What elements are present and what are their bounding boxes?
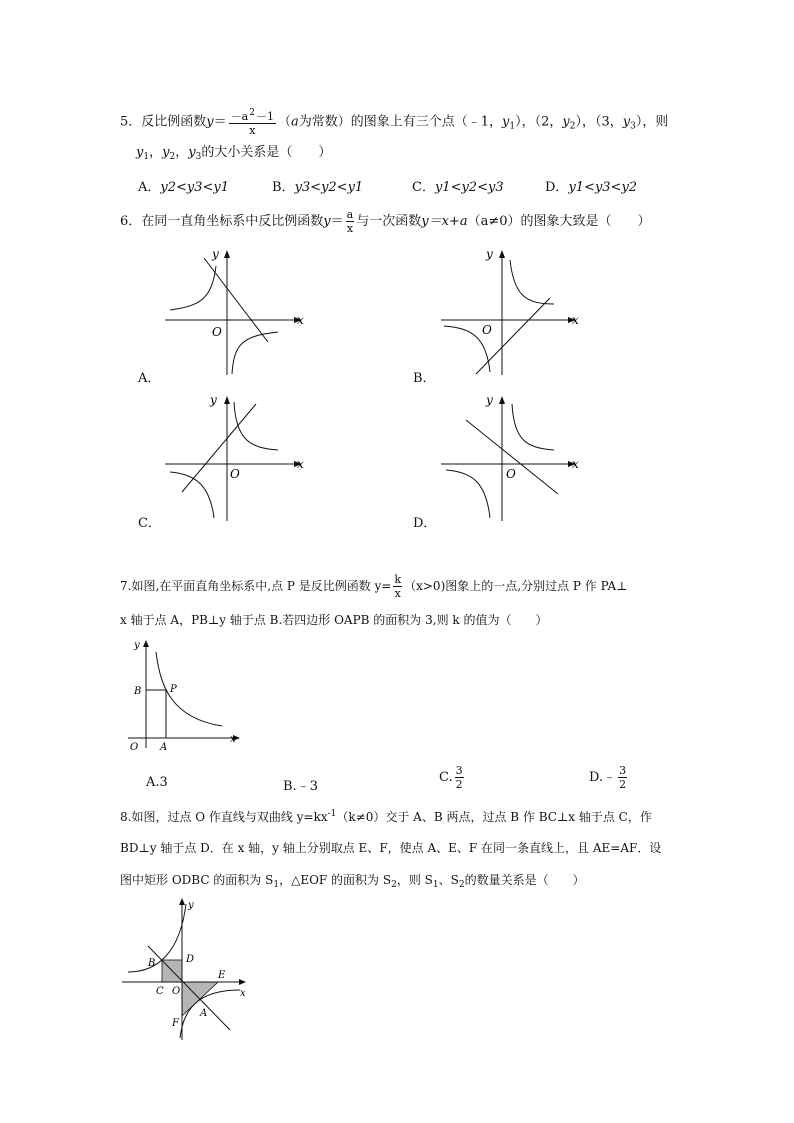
- svg-text:y: y: [210, 393, 217, 407]
- q6-label-d[interactable]: D．: [413, 516, 437, 531]
- svg-text:x: x: [297, 457, 304, 471]
- q6-graph-d[interactable]: [436, 390, 586, 522]
- svg-text:D: D: [186, 954, 195, 965]
- q7-option-b[interactable]: B.﹣3: [283, 779, 318, 794]
- svg-text:A: A: [160, 742, 168, 753]
- q5-number: 5．: [120, 114, 142, 130]
- svg-text:O: O: [482, 323, 492, 337]
- svg-text:y: y: [188, 900, 194, 911]
- q7-line2: x 轴于点 A，PB⊥y 轴于点 B.若四边形 OAPB 的面积为 3,则 k 的值为（ ）: [120, 613, 548, 627]
- q8-line1: 8.如图，过点 O 作直线与双曲线 $y=kx^{-1}(k\ne 0)$交于 A、B 两点，过点 B 作 BC⊥x 轴于点 C，作: [120, 809, 652, 824]
- svg-text:O: O: [130, 742, 139, 753]
- svg-text:O: O: [230, 467, 240, 481]
- q8-line3: 图中矩形 ODBC 的面积为 $S_1$，△EOF 的面积为 $S_2$，则 $S_1$、$S_2$的数量关系是（ ）: [120, 873, 585, 890]
- q5-option-c[interactable]: C．y1<y2<y3: [412, 180, 504, 195]
- svg-text:y: y: [134, 640, 140, 651]
- q8-line2: BD⊥y 轴于点 D．在 x 轴，y 轴上分别取点 E、F，使点 A、E、F 在同一条直线上，且 AE=AF．设: [120, 841, 662, 855]
- q6-a-origin: O: [212, 325, 222, 339]
- q5-option-a-text: y2<y3<y1: [160, 180, 230, 195]
- q5-line1: 5．反比例函数y＝ $\frac{-a^2-1}{x}$ （a为常数）的图象上有三个点（﹣1，$y_1$），（2，$y_2$），（3，$y_3$），则: [120, 108, 669, 137]
- svg-text:x: x: [572, 313, 579, 327]
- q7-option-d[interactable]: D.﹣ $\frac{3}{2}$: [589, 764, 627, 791]
- q7-option-a[interactable]: A.3: [146, 775, 168, 790]
- svg-text:B: B: [134, 686, 142, 697]
- svg-text:O: O: [506, 467, 516, 481]
- svg-text:x: x: [572, 457, 579, 471]
- svg-text:E: E: [218, 970, 226, 981]
- q6-stem: 6．在同一直角坐标系中反比例函数y＝ $\frac{a}{x}$ 与一次函数y＝x+a（a≠0）的图象大致是（ ）: [120, 208, 651, 235]
- svg-text:y: y: [486, 247, 493, 261]
- q6-label-a[interactable]: A．: [138, 371, 161, 386]
- q8-figure: [118, 892, 254, 1042]
- svg-text:x: x: [297, 313, 304, 327]
- q7-line1: 7.如图,在平面直角坐标系中,点 P 是反比例函数 y= $\frac{k}{x}$ （x>0)图象上的一点,分别过点 P 作 PA⊥: [120, 573, 628, 600]
- svg-text:B: B: [148, 958, 156, 969]
- q5-option-b[interactable]: B．y3<y2<y1: [272, 180, 364, 195]
- svg-text:A: A: [200, 1008, 208, 1019]
- svg-text:O: O: [172, 986, 181, 997]
- q5-option-d[interactable]: D．y1<y3<y2: [545, 180, 638, 195]
- q5-line2: $y_1$，$y_2$，$y_3$的大小关系是（ ）: [136, 145, 332, 162]
- svg-text:F: F: [172, 1018, 179, 1029]
- svg-text:x: x: [240, 988, 246, 999]
- q6-graph-a[interactable]: [160, 244, 310, 376]
- svg-text:P: P: [170, 684, 177, 695]
- q5-fraction: $\frac{-a^2-1}{x}$: [230, 108, 274, 137]
- q6-graph-b[interactable]: [436, 244, 586, 376]
- svg-text:x: x: [230, 734, 236, 745]
- q7-figure: [118, 634, 244, 753]
- svg-text:y: y: [486, 393, 493, 407]
- q6-label-c[interactable]: C．: [138, 516, 161, 531]
- q7-option-c[interactable]: C. $\frac{3}{2}$: [439, 764, 463, 791]
- q5-option-a[interactable]: A．y2<y3<y1: [138, 180, 230, 195]
- q7-fraction: $\frac{k}{x}$: [394, 573, 402, 600]
- svg-text:C: C: [156, 986, 164, 997]
- q6-fraction: $\frac{a}{x}$: [346, 208, 354, 235]
- q6-label-b[interactable]: B．: [413, 371, 436, 386]
- svg-text:y: y: [212, 247, 219, 261]
- q6-graph-c[interactable]: [160, 390, 310, 522]
